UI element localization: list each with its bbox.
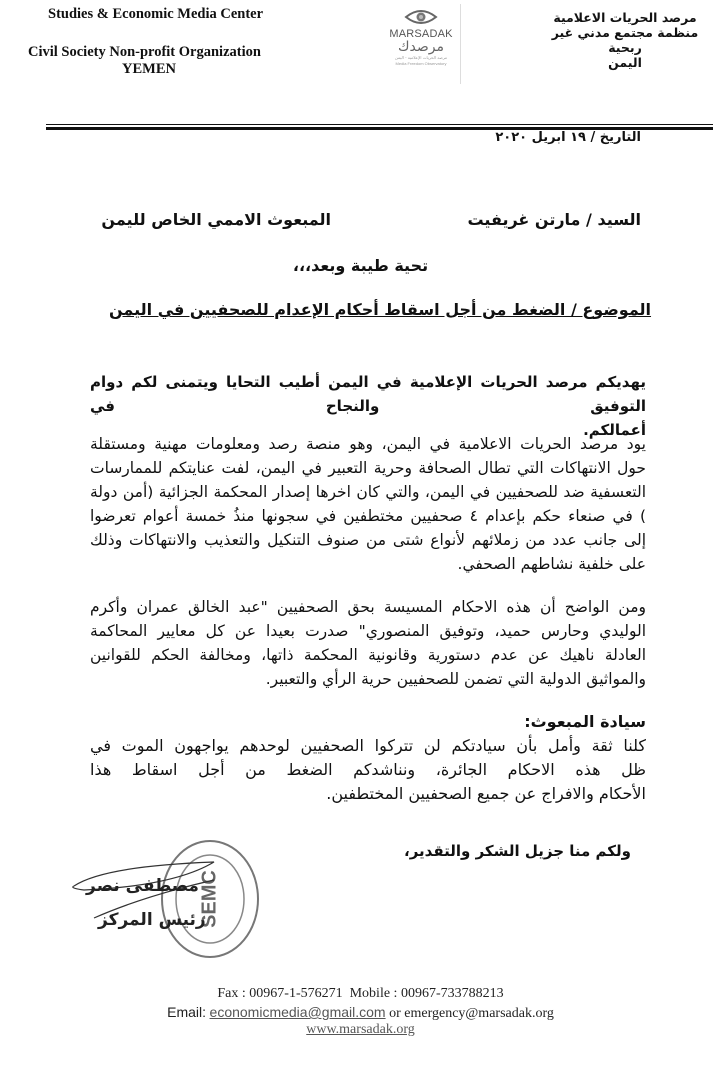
letterhead-english-line3: YEMEN <box>122 61 176 77</box>
logo-tagline-en: Media Freedom Observatory <box>395 61 447 66</box>
paragraph-line: حول الانتهاكات التي تطال الصحافة وحرية التعبير في اليمن، لفت عنايتكم للممارسات <box>90 459 646 477</box>
letterhead-english-line1: Studies & Economic Media Center <box>48 6 264 22</box>
paragraph-1 <box>90 432 646 576</box>
paragraph-line: على خلفية نشاطهم الصحفي. <box>457 555 646 573</box>
addressee-name: السيد / مارتن غريفيت <box>467 210 641 229</box>
logo-tagline-ar: مرصد الحريات الإعلامية - اليمن <box>394 55 448 60</box>
letterhead-arabic-line1: مرصد الحريات الاعلامية <box>553 10 697 25</box>
paragraph-line: ومن الواضح أن هذه الاحكام المسيسة بحق الصحفيين "عبد الخالق عمران وأكرم <box>90 598 646 616</box>
letterhead-arabic <box>540 10 710 70</box>
letterhead-arabic-line2: منظمة مجتمع مدني غير ربحية <box>551 25 699 55</box>
paragraph-3-heading: سيادة المبعوث: <box>524 712 646 731</box>
paragraph-line: ) في صنعاء حكم بإعدام ٤ صحفيين مختطفين في سجونها منذُ خمسة أعوام تعرضوا <box>90 507 646 525</box>
eye-icon <box>404 8 438 26</box>
letterhead-english-line2: Civil Society Non-profit Organization <box>28 44 261 60</box>
signature-name: مصطفى نصر <box>86 876 199 896</box>
closing-line: ولكم منا جزيل الشكر والتقدير، <box>404 842 631 860</box>
footer-email-line <box>0 1004 721 1022</box>
footer-website-line <box>0 1022 721 1038</box>
logo-arabic-name: مرصدك <box>398 39 444 55</box>
intro-line: يهديكم مرصد الحريات الإعلامية في اليمن أطيب التحايا ويتمنى لكم دوام التوفيق والنجاح في <box>90 373 646 415</box>
paragraph-line: العادلة ناهيك عن عدم دستورية وقانونية المحكمة ذاتها، ومخالفة الحكم للقوانين <box>90 646 646 664</box>
signature-role: رئيس المركز <box>98 910 206 930</box>
stamp-text: SEMC <box>198 870 221 928</box>
paragraph-line: يود مرصد الحريات الاعلامية في اليمن، وهو منصة رصد ومعلومات مهنية ومستقلة <box>90 435 646 453</box>
paragraph-line: كلنا ثقة وأمل بأن سيادتكم لن تتركوا الصحفيين لوحدهم يواجهون الموت في <box>90 736 646 755</box>
footer-fax: Fax : 00967-1-576271 <box>217 986 343 1001</box>
logo-name: MARSADAK <box>389 28 453 40</box>
footer-email-link[interactable]: economicmedia@gmail.com <box>209 1004 386 1020</box>
footer-phone-line <box>0 986 721 1002</box>
paragraph-line: إلى جانب عدد من زملائهم لأنواع شتى من صنوف التنكيل والتعذيب والانتهاكات وذلك <box>90 531 646 549</box>
paragraph-line: والمواثيق الدولية التي تضمن للصحفيين حرية الرأي والتعبير. <box>265 670 646 688</box>
footer-mobile: Mobile : 00967-733788213 <box>349 986 504 1001</box>
footer-email-label: Email: <box>167 1004 207 1020</box>
paragraph-line: الأحكام والافراج عن جميع الصحفيين المختطفين. <box>326 784 646 803</box>
intro-line: أعمالكم. <box>583 421 646 439</box>
addressee-title: المبعوث الاممي الخاص لليمن <box>101 210 331 229</box>
paragraph-line: الوليدي وحارس حميد، وتوفيق المنصوري" صدرت بعيدا عن كل معايير المحاكمة <box>90 622 646 640</box>
paragraph-2 <box>90 595 646 691</box>
paragraph-line: ظل هذه الاحكام الجائرة، ونناشدكم الضغط من أجل اسقاط هذا <box>90 760 646 779</box>
footer-website-link[interactable]: www.marsadak.org <box>306 1022 415 1037</box>
letterhead-arabic-line3: اليمن <box>608 55 642 70</box>
date-line: التاريخ / ١٩ ابريل ٢٠٢٠ <box>495 130 641 145</box>
footer-email-emergency: or emergency@marsadak.org <box>389 1006 554 1021</box>
paragraph-line: التعسفية ضد للصحفيين في اليمن، والتي كان اخرها إصدار المحكمة الجزائية (أمن دولة <box>90 483 646 501</box>
logo-divider <box>460 4 461 84</box>
paragraph-3 <box>90 710 646 806</box>
greeting: تحية طيبة وبعد،،، <box>292 256 429 275</box>
subject-line: الموضوع / الضغط من أجل اسقاط أحكام الإعدام للصحفيين في اليمن <box>108 300 652 319</box>
header-rule-thin <box>46 124 713 125</box>
marsadak-logo <box>388 4 454 82</box>
